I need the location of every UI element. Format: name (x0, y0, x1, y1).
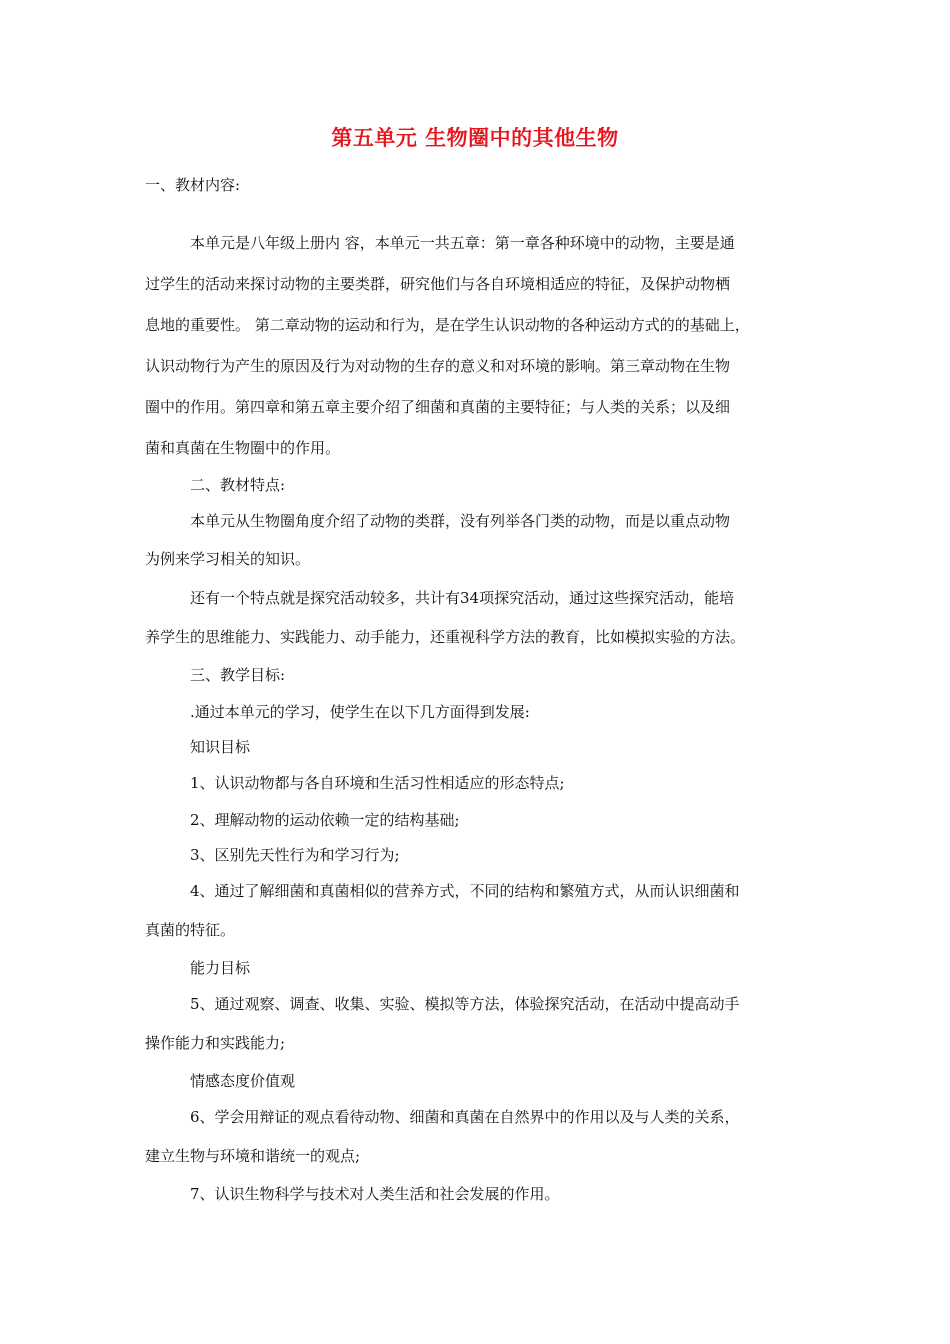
goal-item: 2、理解动物的运动依赖一定的结构基础; (190, 811, 460, 829)
goal-item: 6、学会用辩证的观点看待动物、细菌和真菌在自然界中的作用以及与人类的关系， (190, 1108, 740, 1126)
subheading-attitude: 情感态度价值观 (190, 1072, 296, 1090)
goal-item: 5、通过观察、调查、收集、实验、模拟等方法，体验探究活动，在活动中提高动手 (190, 995, 740, 1013)
goal-item: 3、区别先天性行为和学习行为; (190, 846, 400, 864)
paragraph-line: 本单元是八年级上册内 容，本单元一共五章：第一章各种环境中的动物，主要是通 (190, 234, 735, 252)
paragraph-line: 菌和真菌在生物圈中的作用。 (145, 439, 341, 457)
goal-item-cont: 真菌的特征。 (145, 921, 236, 939)
paragraph-line: 认识动物行为产生的原因及行为对动物的生存的意义和对环境的影响。第三章动物在生物 (145, 357, 731, 375)
paragraph-line: 圈中的作用。第四章和第五章主要介绍了细菌和真菌的主要特征；与人类的关系；以及细 (145, 398, 731, 416)
document-title: 第五单元 生物圈中的其他生物 (331, 126, 619, 150)
section-heading-goals: 三、教学目标: (190, 666, 286, 684)
goal-item: 1、认识动物都与各自环境和生活习性相适应的形态特点; (190, 774, 565, 792)
goal-item: 7、认识生物科学与技术对人类生活和社会发展的作用。 (190, 1185, 560, 1203)
paragraph-line: 过学生的活动来探讨动物的主要类群，研究他们与各自环境相适应的特征，及保护动物栖 (145, 275, 731, 293)
paragraph-line: 为例来学习相关的知识。 (145, 550, 311, 568)
paragraph-line: 还有一个特点就是探究活动较多，共计有34项探究活动，通过这些探究活动，能培 (190, 589, 735, 607)
paragraph-line: 息地的重要性。 第二章动物的运动和行为，是在学生认识动物的各种运动方式的的基础上， (145, 316, 750, 334)
section-heading-content: 一、教材内容: (145, 176, 241, 194)
paragraph-line: .通过本单元的学习，使学生在以下几方面得到发展: (190, 703, 530, 721)
subheading-knowledge: 知识目标 (190, 738, 251, 756)
paragraph-line: 本单元从生物圈角度介绍了动物的类群，没有列举各门类的动物，而是以重点动物 (190, 512, 731, 530)
goal-item-cont: 建立生物与环境和谐统一的观点; (145, 1147, 361, 1165)
goal-item: 4、通过了解细菌和真菌相似的营养方式，不同的结构和繁殖方式，从而认识细菌和 (190, 882, 740, 900)
subheading-ability: 能力目标 (190, 959, 251, 977)
section-heading-features: 二、教材特点: (190, 476, 286, 494)
goal-item-cont: 操作能力和实践能力; (145, 1034, 286, 1052)
paragraph-line: 养学生的思维能力、实践能力、动手能力，还重视科学方法的教育，比如模拟实验的方法。 (145, 628, 746, 646)
